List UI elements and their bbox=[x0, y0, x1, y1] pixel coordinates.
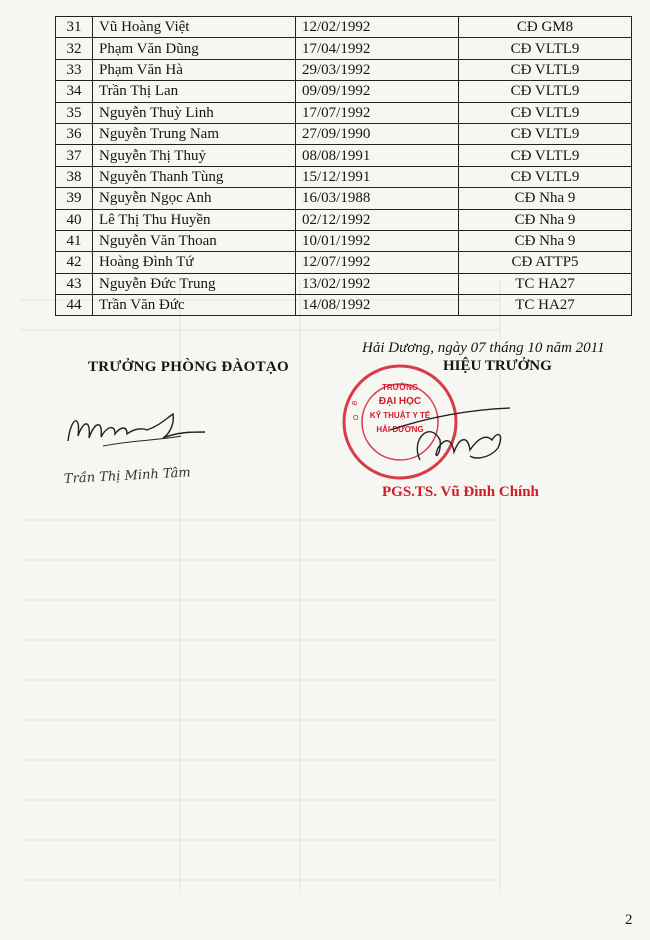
birth-date: 02/12/1992 bbox=[296, 209, 459, 230]
student-name: Nguyễn Đức Trung bbox=[93, 273, 296, 294]
table-row bbox=[56, 252, 632, 273]
table-row bbox=[56, 188, 632, 209]
seal-line-3: KỸ THUẬT Y TẾ bbox=[369, 411, 431, 420]
training-head-signature bbox=[63, 396, 243, 456]
class-code: CĐ VLTL9 bbox=[459, 38, 632, 59]
page-number: 2 bbox=[625, 912, 633, 928]
student-name: Nguyễn Văn Thoan bbox=[93, 230, 296, 251]
rector-title: HIỆU TRƯỞNG bbox=[443, 358, 552, 374]
birth-date: 14/08/1992 bbox=[296, 295, 459, 316]
rector-signature bbox=[380, 400, 520, 470]
svg-text:O: O bbox=[353, 415, 359, 422]
class-code: CĐ VLTL9 bbox=[459, 166, 632, 187]
student-name: Nguyễn Trung Nam bbox=[93, 123, 296, 144]
student-name: Nguyễn Thuỳ Linh bbox=[93, 102, 296, 123]
student-name: Trần Văn Đức bbox=[93, 295, 296, 316]
table-row bbox=[56, 123, 632, 144]
class-code: CĐ GM8 bbox=[459, 17, 632, 38]
row-number: 41 bbox=[56, 230, 93, 251]
table-row bbox=[56, 209, 632, 230]
class-code: CĐ ATTP5 bbox=[459, 252, 632, 273]
class-code: CĐ VLTL9 bbox=[459, 59, 632, 80]
table-row bbox=[56, 166, 632, 187]
student-table bbox=[55, 16, 632, 316]
place-and-date: Hải Dương, ngày 07 tháng 10 năm 2011 bbox=[362, 340, 605, 356]
birth-date: 10/01/1992 bbox=[296, 230, 459, 251]
birth-date: 29/03/1992 bbox=[296, 59, 459, 80]
training-head-title: TRƯỞNG PHÒNG ĐÀOTẠO bbox=[88, 359, 289, 375]
birth-date: 17/04/1992 bbox=[296, 38, 459, 59]
birth-date: 09/09/1992 bbox=[296, 81, 459, 102]
student-name: Nguyễn Ngọc Anh bbox=[93, 188, 296, 209]
row-number: 36 bbox=[56, 123, 93, 144]
row-number: 40 bbox=[56, 209, 93, 230]
birth-date: 08/08/1991 bbox=[296, 145, 459, 166]
row-number: 35 bbox=[56, 102, 93, 123]
student-table-body bbox=[56, 17, 632, 316]
class-code: TC HA27 bbox=[459, 273, 632, 294]
student-name: Nguyễn Thanh Tùng bbox=[93, 166, 296, 187]
birth-date: 13/02/1992 bbox=[296, 273, 459, 294]
class-code: TC HA27 bbox=[459, 295, 632, 316]
rector-name: PGS.TS. Vũ Đình Chính bbox=[382, 484, 539, 500]
seal-line-1: TRƯỜNG bbox=[381, 383, 419, 392]
row-number: 32 bbox=[56, 38, 93, 59]
birth-date: 12/02/1992 bbox=[296, 17, 459, 38]
table-row bbox=[56, 81, 632, 102]
row-number: 31 bbox=[56, 17, 93, 38]
seal-line-2: ĐẠI HỌC bbox=[378, 396, 422, 407]
training-head-handwritten-name: Trần Thị Minh Tâm bbox=[63, 465, 192, 487]
seal-line-4: HẢI DƯƠNG bbox=[376, 425, 424, 434]
student-name: Phạm Văn Dũng bbox=[93, 38, 296, 59]
class-code: CĐ Nha 9 bbox=[459, 209, 632, 230]
row-number: 34 bbox=[56, 81, 93, 102]
row-number: 44 bbox=[56, 295, 93, 316]
birth-date: 15/12/1991 bbox=[296, 166, 459, 187]
row-number: 39 bbox=[56, 188, 93, 209]
student-name: Nguyễn Thị Thuỷ bbox=[93, 145, 296, 166]
table-row bbox=[56, 145, 632, 166]
student-name: Hoàng Đình Tứ bbox=[93, 252, 296, 273]
table-row bbox=[56, 38, 632, 59]
table-row bbox=[56, 59, 632, 80]
table-row bbox=[56, 102, 632, 123]
class-code: CĐ VLTL9 bbox=[459, 145, 632, 166]
student-name: Lê Thị Thu Huyền bbox=[93, 209, 296, 230]
row-number: 33 bbox=[56, 59, 93, 80]
svg-text:B: B bbox=[351, 399, 360, 407]
table-row bbox=[56, 273, 632, 294]
row-number: 43 bbox=[56, 273, 93, 294]
class-code: CĐ VLTL9 bbox=[459, 102, 632, 123]
class-code: CĐ VLTL9 bbox=[459, 81, 632, 102]
table-row bbox=[56, 230, 632, 251]
row-number: 42 bbox=[56, 252, 93, 273]
class-code: CĐ Nha 9 bbox=[459, 188, 632, 209]
birth-date: 16/03/1988 bbox=[296, 188, 459, 209]
birth-date: 27/09/1990 bbox=[296, 123, 459, 144]
student-name: Trần Thị Lan bbox=[93, 81, 296, 102]
class-code: CĐ VLTL9 bbox=[459, 123, 632, 144]
table-row bbox=[56, 17, 632, 38]
class-code: CĐ Nha 9 bbox=[459, 230, 632, 251]
student-name: Phạm Văn Hà bbox=[93, 59, 296, 80]
table-row bbox=[56, 295, 632, 316]
birth-date: 12/07/1992 bbox=[296, 252, 459, 273]
row-number: 37 bbox=[56, 145, 93, 166]
student-name: Vũ Hoàng Việt bbox=[93, 17, 296, 38]
birth-date: 17/07/1992 bbox=[296, 102, 459, 123]
row-number: 38 bbox=[56, 166, 93, 187]
